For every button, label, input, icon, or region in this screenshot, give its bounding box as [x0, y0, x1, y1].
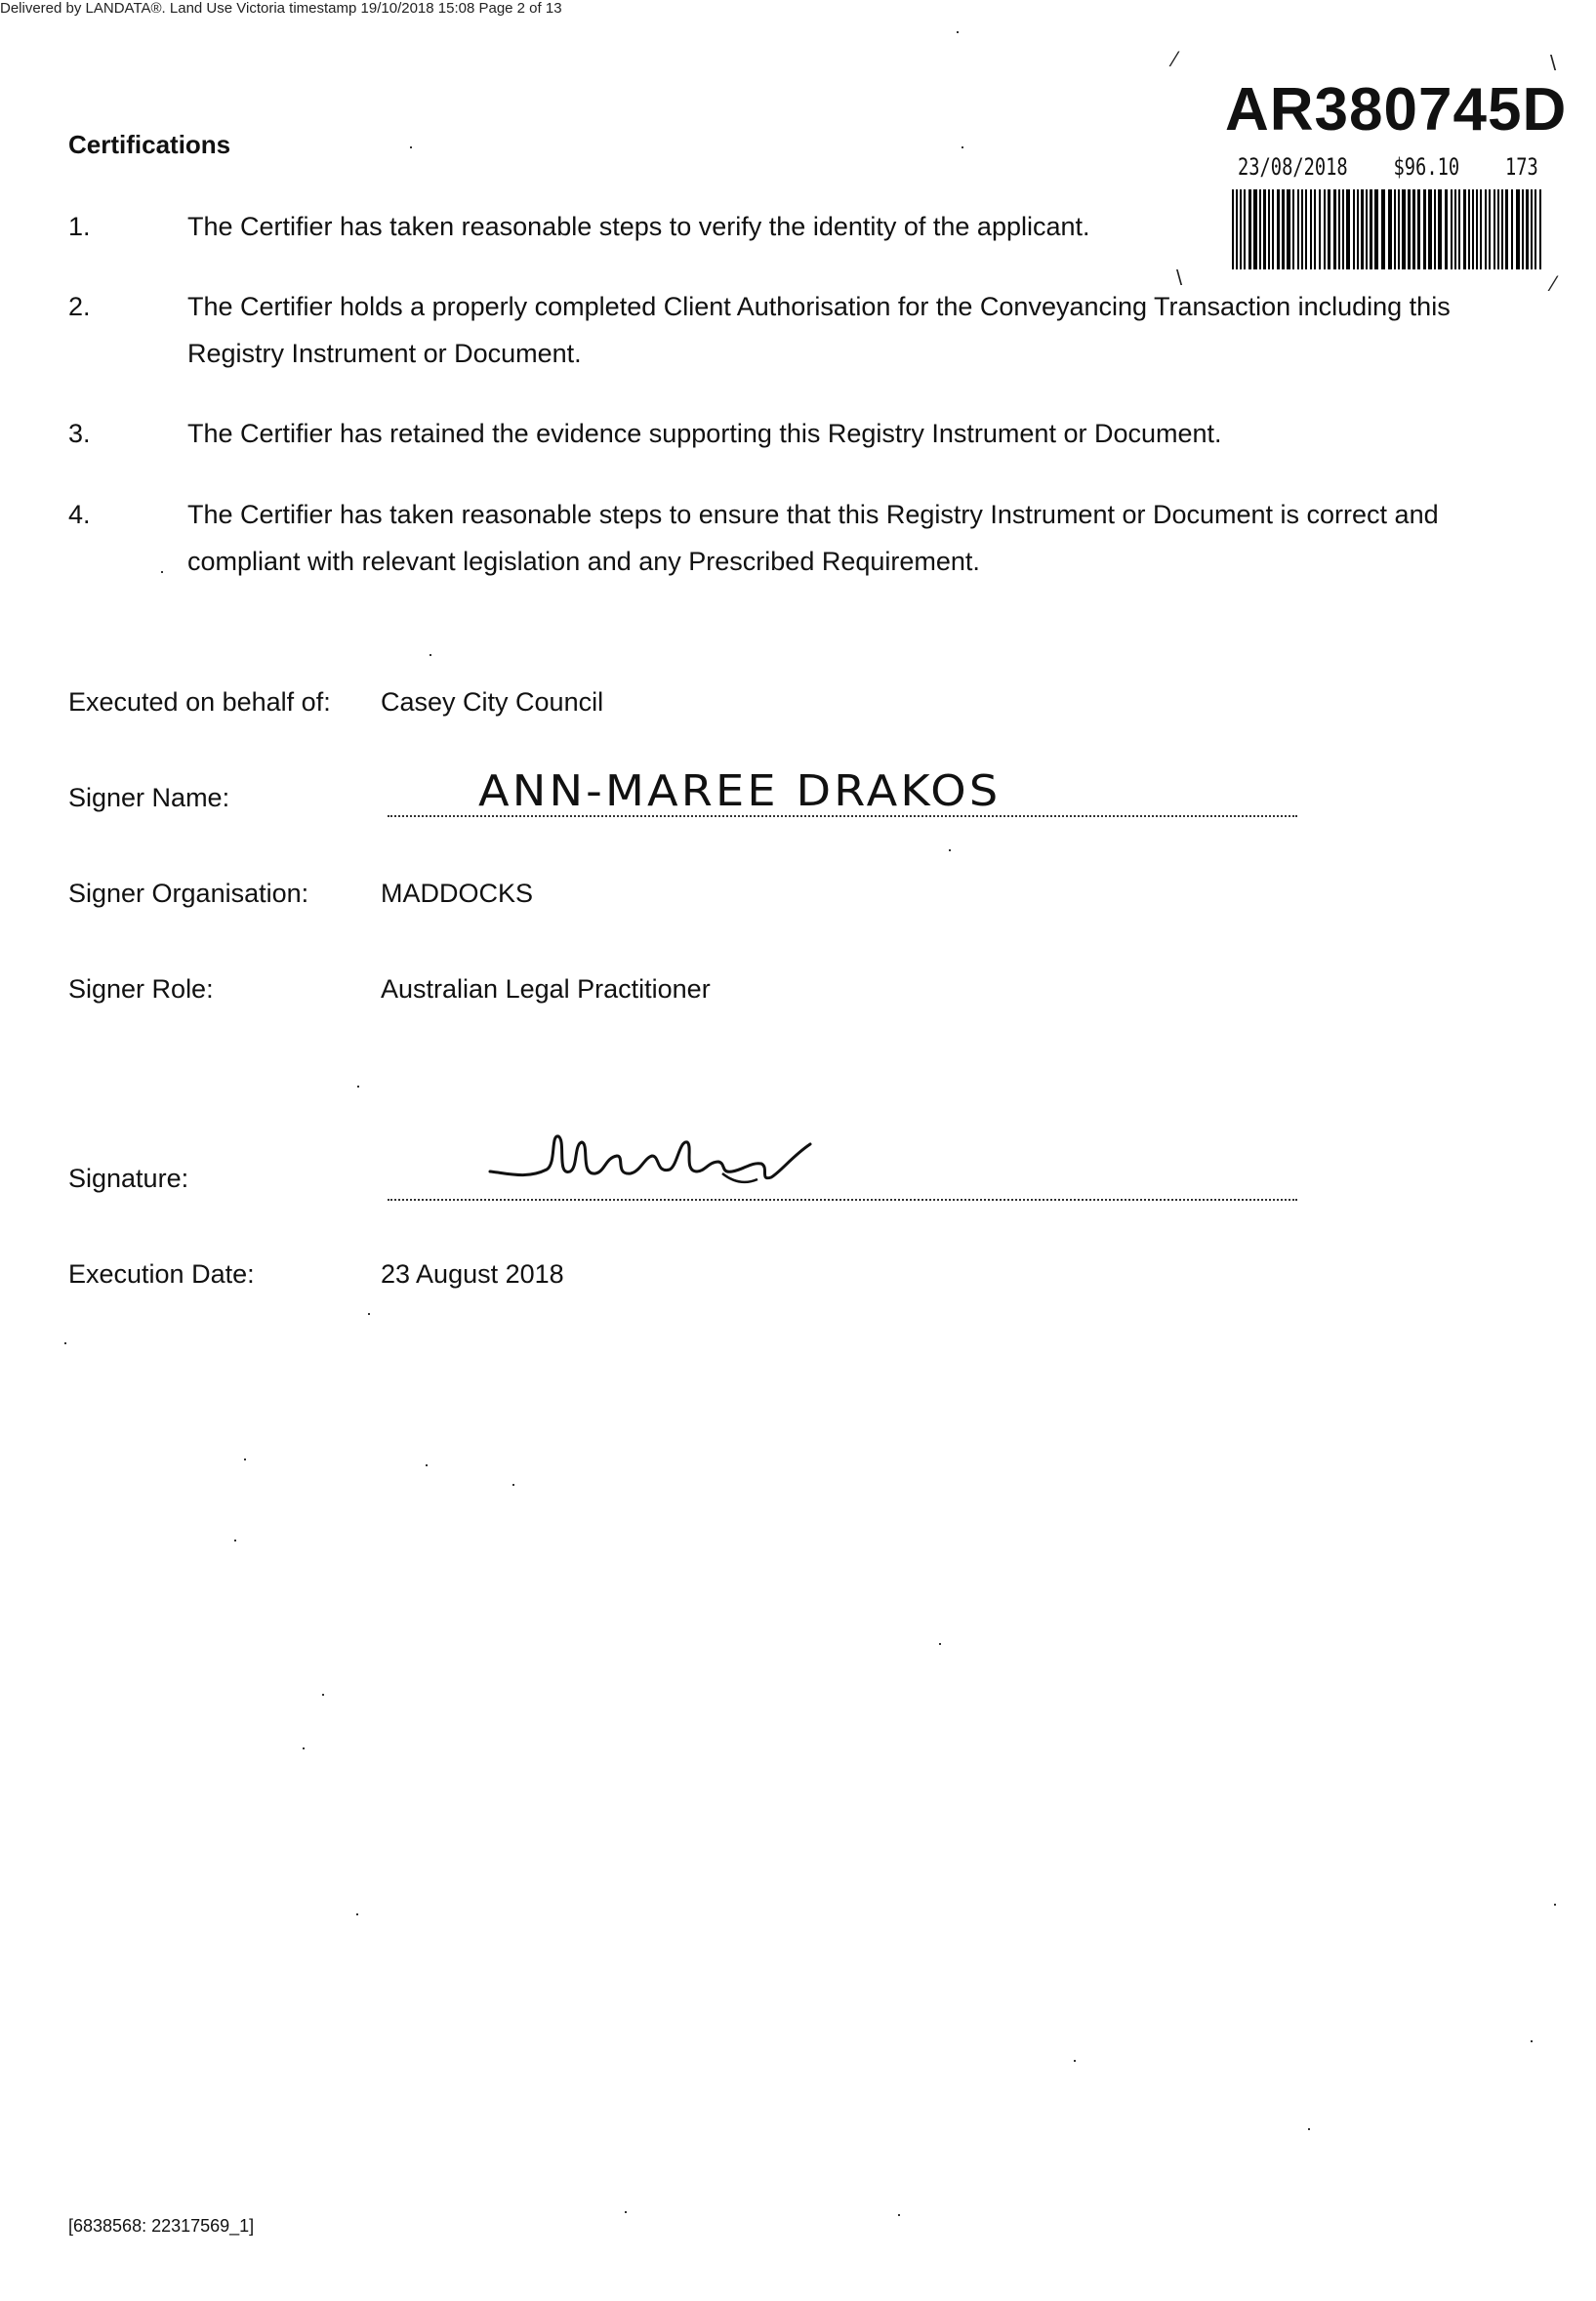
item-number: 3. — [68, 419, 91, 448]
signature-line — [388, 1199, 1297, 1201]
execution-date-value: 23 August 2018 — [381, 1259, 564, 1289]
item-text: The Certifier holds a properly completed Client Authorisation for the Conveyancing Transaction including this Registry Instrument or Document. — [187, 292, 1451, 368]
scan-speck — [512, 1484, 514, 1486]
corner-mark-icon: \ — [1550, 51, 1557, 75]
scan-speck — [939, 1643, 941, 1645]
signer-role-label: Signer Role: — [68, 974, 214, 1004]
scan-speck — [356, 1913, 358, 1915]
scan-speck — [161, 571, 163, 573]
item-text: The Certifier has taken reasonable steps to verify the identity of the applicant. — [187, 212, 1090, 241]
corner-mark-icon: \ — [1176, 266, 1183, 290]
delivery-header: Delivered by LANDATA®. Land Use Victoria timestamp 19/10/2018 15:08 Page 2 of 13 — [0, 0, 562, 17]
scan-speck — [1554, 1904, 1556, 1906]
barcode-bar — [1531, 189, 1533, 269]
item-number: 4. — [68, 500, 91, 529]
signer-org-value: MADDOCKS — [381, 879, 534, 908]
scan-speck — [962, 146, 963, 148]
scan-speck — [1308, 2128, 1310, 2130]
barcode-bar — [1522, 189, 1524, 269]
stamp-code: 173 — [1504, 153, 1538, 181]
barcode-bar — [1539, 189, 1541, 269]
scan-speck — [1074, 2060, 1076, 2062]
registration-stamp — [1238, 153, 1538, 181]
scan-speck — [303, 1747, 305, 1749]
signer-name-handwritten: ANN-MAREE DRAKOS — [478, 766, 1002, 816]
item-text: The Certifier has taken reasonable steps to ensure that this Registry Instrument or Document is correct and compliant with relevant legislation and any Prescribed Requirement. — [187, 500, 1439, 576]
item-text: The Certifier has retained the evidence supporting this Registry Instrument or Document. — [187, 419, 1222, 448]
signature-label: Signature: — [68, 1164, 189, 1193]
scan-speck — [234, 1540, 236, 1541]
scan-speck — [357, 1086, 359, 1088]
scan-speck — [368, 1313, 370, 1315]
corner-mark-icon: ⁄ — [1173, 47, 1177, 71]
reference-number: AR380745D — [1225, 76, 1568, 144]
executed-on-behalf-value: Casey City Council — [381, 687, 604, 717]
signer-name-label: Signer Name: — [68, 783, 230, 812]
scan-speck — [322, 1694, 324, 1696]
signer-role-value: Australian Legal Practitioner — [381, 974, 711, 1004]
signer-name-line — [388, 815, 1297, 817]
scan-speck — [64, 1342, 66, 1344]
document-reference: [6838568: 22317569_1] — [68, 2216, 255, 2236]
scan-speck — [957, 31, 959, 33]
scan-speck — [949, 849, 951, 851]
section-title: Certifications — [68, 130, 231, 159]
stamp-date: 23/08/2018 — [1238, 153, 1348, 181]
scan-speck — [430, 654, 431, 656]
item-number: 1. — [68, 212, 91, 241]
signer-org-label: Signer Organisation: — [68, 879, 309, 908]
handwritten-signature — [488, 1123, 820, 1201]
executed-on-behalf-label: Executed on behalf of: — [68, 687, 331, 717]
barcode-bar — [1526, 189, 1529, 269]
barcode-bar — [1516, 189, 1520, 269]
barcode-bar — [1535, 189, 1536, 269]
certification-item — [68, 410, 1513, 457]
scan-speck — [244, 1459, 246, 1460]
corner-mark-icon: ⁄ — [1552, 271, 1556, 296]
stamp-fee: $96.10 — [1393, 153, 1460, 181]
certification-item — [68, 283, 1513, 377]
item-number: 2. — [68, 292, 91, 321]
execution-date-label: Execution Date: — [68, 1259, 255, 1289]
scan-speck — [426, 1464, 428, 1466]
scan-speck — [625, 2211, 627, 2213]
scan-speck — [1531, 2040, 1533, 2042]
scan-speck — [410, 146, 412, 148]
certification-item — [68, 203, 1513, 250]
scan-speck — [898, 2214, 900, 2216]
certification-item — [68, 491, 1513, 585]
